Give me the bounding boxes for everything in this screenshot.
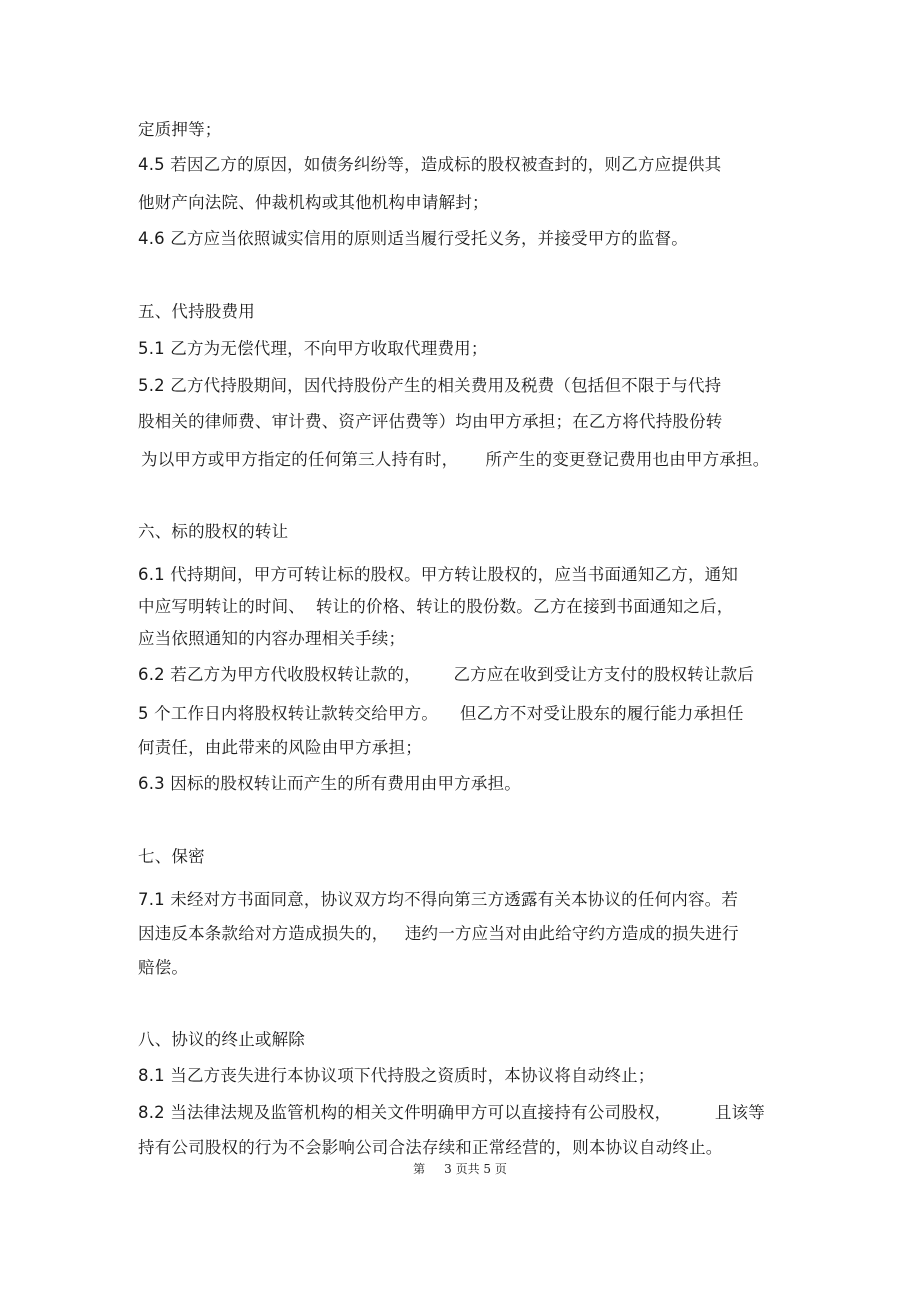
page-number-footer: 第 3 页共 5 页 (413, 1162, 507, 1176)
clause-6-2-line-2: 5 个工作日内将股权转让款转交给甲方。 但乙方不对受让股东的履行能力承担任 (138, 704, 744, 723)
clause-6-1-line-1: 6.1 代持期间，甲方可转让标的股权。甲方转让股权的，应当书面通知乙方，通知 (138, 565, 739, 584)
clause-8-2-line-1: 8.2 当法律法规及监管机构的相关文件明确甲方可以直接持有公司股权， 且该等 (138, 1103, 765, 1122)
clause-4-5-line-2: 他财产向法院、仲裁机构或其他机构申请解封； (138, 193, 489, 212)
clause-6-1-line-3: 应当依照通知的内容办理相关手续； (138, 629, 406, 648)
section-heading-5: 五、代持股费用 (138, 302, 255, 321)
clause-7-1-line-2: 因违反本条款给对方造成损失的， 违约一方应当对由此给守约方造成的损失进行 (138, 924, 739, 943)
clause-8-1: 8.1 当乙方丧失进行本协议项下代持股之资质时，本协议将自动终止； (138, 1066, 655, 1085)
clause-6-1-line-2: 中应写明转让的时间、 转让的价格、转让的股份数。乙方在接到书面通知之后， (138, 597, 734, 616)
clause-5-1: 5.1 乙方为无偿代理，不向甲方收取代理费用； (138, 339, 488, 358)
clause-5-2-line-2: 股相关的律师费、审计费、资产评估费等）均由甲方承担；在乙方将代持股份转 (138, 412, 723, 431)
clause-5-2-line-3: 为以甲方或甲方指定的任何第三人持有时， 所产生的变更登记费用也由甲方承担。 (141, 450, 770, 469)
clause-6-2-line-3: 何责任，由此带来的风险由甲方承担； (138, 738, 422, 757)
clause-7-1-line-1: 7.1 未经对方书面同意，协议双方均不得向第三方透露有关本协议的任何内容。若 (138, 890, 739, 909)
clause-7-1-line-3: 赔偿。 (138, 958, 189, 977)
clause-6-3: 6.3 因标的股权转让而产生的所有费用由甲方承担。 (138, 774, 521, 793)
section-heading-7: 七、保密 (138, 847, 205, 866)
section-heading-6: 六、标的股权的转让 (138, 522, 289, 541)
clause-4-5-line-1: 4.5 若因乙方的原因，如债务纠纷等，造成标的股权被查封的，则乙方应提供其 (138, 155, 722, 174)
clause-6-2-line-1: 6.2 若乙方为甲方代收股权转让款的， 乙方应在收到受让方支付的股权转让款后 (138, 665, 755, 684)
clause-4-6: 4.6 乙方应当依照诚实信用的原则适当履行受托义务，并接受甲方的监督。 (138, 229, 688, 248)
clause-8-2-line-2: 持有公司股权的行为不会影响公司合法存续和正常经营的，则本协议自动终止。 (138, 1138, 723, 1157)
clause-4-4-continuation: 定质押等； (138, 120, 222, 139)
clause-5-2-line-1: 5.2 乙方代持股期间，因代持股份产生的相关费用及税费（包括但不限于与代持 (138, 376, 722, 395)
section-heading-8: 八、协议的终止或解除 (138, 1030, 305, 1049)
